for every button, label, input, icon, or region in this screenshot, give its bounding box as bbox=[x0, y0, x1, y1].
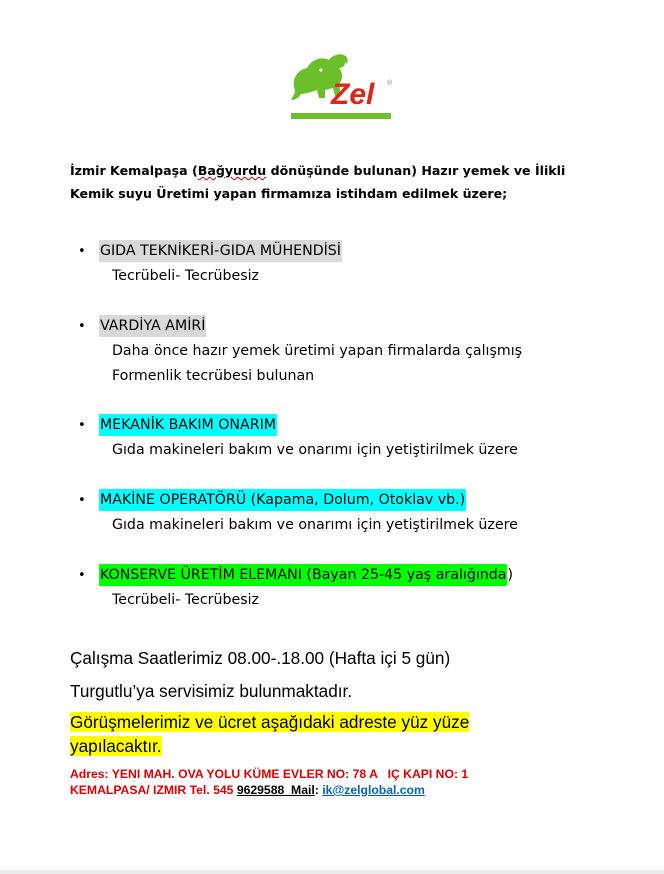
job-title: KONSERVE ÜRETİM ELEMANI (Bayan 25-45 yaş aralığında bbox=[99, 564, 507, 586]
job-item-vardiya-amiri bbox=[78, 315, 522, 389]
job-title: GIDA TEKNİKERİ-GIDA MÜHENDİSİ bbox=[99, 240, 342, 262]
job-desc-line: Gıda makineleri bakım ve onarımı için yetiştirilmek üzere bbox=[112, 517, 518, 533]
working-hours: Çalışma Saatlerimiz 08.00-.18.00 (Hafta içi 5 gün) bbox=[70, 648, 451, 668]
address-line-2 bbox=[70, 782, 590, 798]
mail-colon: : bbox=[314, 783, 323, 797]
job-title: MEKANİK BAKIM ONARIM bbox=[99, 414, 277, 436]
registered-mark: ® bbox=[387, 80, 393, 87]
intro-text-end: dönüşünde bulunan) Hazır yemek ve İlikli Kemik suyu Üretimi yapan firmamıza istihdam edilmek üzere; bbox=[70, 163, 566, 201]
job-desc-line: Daha önce hazır yemek üretimi yapan firmalarda çalışmış bbox=[112, 343, 523, 359]
address-block bbox=[70, 766, 590, 798]
zel-logo bbox=[285, 50, 395, 122]
job-desc-line: Gıda makineleri bakım ve onarımı için yetiştirilmek üzere bbox=[112, 442, 518, 458]
job-desc-line: Tecrübeli- Tecrübesiz bbox=[112, 268, 259, 284]
logo-wordmark: Zel bbox=[331, 78, 375, 111]
email-link[interactable]: ik@zelglobal.com bbox=[322, 783, 425, 797]
job-title: VARDİYA AMİRİ bbox=[99, 315, 206, 337]
bullet-icon: • bbox=[78, 567, 86, 583]
job-item-gida-teknikeri bbox=[78, 240, 342, 289]
job-item-makine-operatoru bbox=[78, 489, 518, 538]
job-title: MAKİNE OPERATÖRÜ (Kapama, Dolum, Otoklav vb.) bbox=[99, 489, 466, 511]
intro-text-start: İzmir Kemalpaşa ( bbox=[70, 163, 198, 178]
job-desc-line: Tecrübeli- Tecrübesiz bbox=[112, 592, 259, 608]
page-bottom-edge bbox=[0, 870, 664, 874]
bullet-icon: • bbox=[78, 318, 86, 334]
address-line-1: Adres: YENI MAH. OVA YOLU KÜME EVLER NO: 78 A IÇ KAPI NO: 1 bbox=[70, 767, 469, 781]
bullet-icon: • bbox=[78, 417, 86, 433]
bullet-icon: • bbox=[78, 492, 86, 508]
bullet-icon: • bbox=[78, 243, 86, 259]
address-city-phone: KEMALPASA/ IZMIR Tel. 545 bbox=[70, 783, 237, 797]
interview-line-2: yapılacaktır. bbox=[70, 736, 162, 756]
interview-line-1: Görüşmelerimiz ve ücret aşağıdaki adreste yüz yüze bbox=[70, 712, 470, 732]
job-item-konserve-uretim bbox=[78, 564, 513, 613]
interview-info bbox=[70, 710, 550, 758]
mail-label: Mail bbox=[291, 783, 315, 797]
intro-paragraph bbox=[70, 159, 610, 205]
service-info: Turgutlu’ya servisimiz bulunmaktadır. bbox=[70, 681, 353, 701]
misspelled-word: Bağyurdu bbox=[197, 163, 267, 178]
job-title-suffix: ) bbox=[507, 567, 514, 583]
job-desc-line: Formenlik tecrübesi bulunan bbox=[112, 368, 315, 384]
job-item-mekanik-bakim bbox=[78, 414, 518, 463]
phone-number[interactable]: 9629588 bbox=[236, 783, 285, 797]
